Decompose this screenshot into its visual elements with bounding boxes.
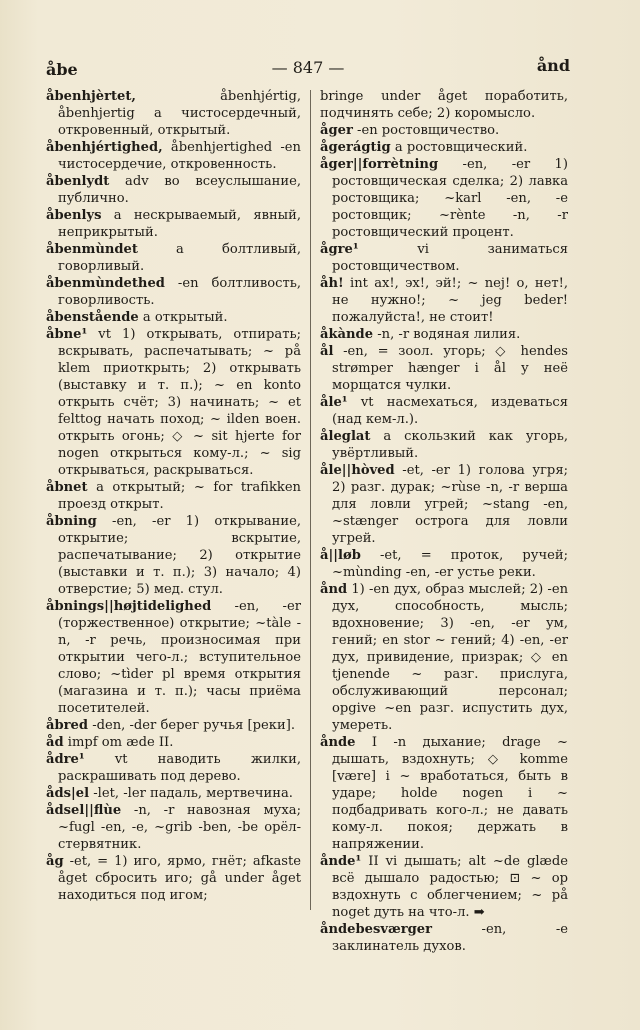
right-guide-word: ånd (536, 56, 570, 75)
right-column (320, 88, 568, 955)
page-header (46, 56, 570, 80)
entry: åle¹ vt насмехаться, издеваться (над кем-л.). (320, 395, 568, 427)
headword: åds|el (46, 786, 90, 801)
entry: åh! int ах!, эх!, эй!; ~ nej! о, нет!, не нужно!; ~ jeg beder! пожалуйста!, не стоит! (320, 276, 568, 325)
entry: åbnet a открытый; ~ for trafikken проезд открыт. (46, 480, 301, 512)
headword: åh! (320, 276, 344, 291)
headword: å||løb (320, 548, 361, 563)
entry: åbenlys a нескрываемый, явный, неприкрытый. (46, 208, 301, 240)
entry: ånd 1) -en дух, образ мыслей; 2) -en дух, способность, мысль; вдохновение; 3) -en, -er ум, гений; en stor ~ гений; 4) -en, -er дух, привидение, призрак; ◇ en tjenende ~ разг. прислуга, обслуживающий персонал; opgive ~en разг. испустить дух, умереть. (320, 582, 568, 733)
entry: åbenhjértighed, åbenhjertighed -en чистосердечие, откровенность. (46, 140, 301, 172)
headword: ådsel||flùe (46, 803, 122, 818)
headword: åbred (46, 718, 89, 733)
entry: åleglat a скользкий как угорь, увёртливый. (320, 429, 568, 461)
entry: åd impf om æde II. (46, 735, 174, 750)
entry: ådsel||flùe -n, -r навозная муха; ~fugl -en, -e, ~grib -ben, -be орёл-стервятник. (46, 803, 301, 852)
entry: ågre¹ vi заниматься ростовщичеством. (320, 242, 568, 274)
headword: åbenlys (46, 208, 102, 223)
headword: åbenmùndethed (46, 276, 165, 291)
headword: åbenhjèrtet, (46, 89, 136, 104)
entry: åger||forrètning -en, -er 1) ростовщическая сделка; 2) лавка ростовщика; ~karl -en, -e ростовщик; ~rènte -n, -r ростовщический процент. (320, 157, 568, 240)
left-column (46, 88, 301, 904)
headword: åd (46, 735, 64, 750)
headword: ånde¹ (320, 854, 362, 869)
headword: ål (320, 344, 334, 359)
headword: ånde (320, 735, 356, 750)
entry: ådre¹ vt наводить жилки, раскрашивать под дерево. (46, 752, 301, 784)
headword: åbenhjértighed, (46, 140, 163, 155)
headword: åbenmùndet (46, 242, 138, 257)
headword: åndebesværger (320, 922, 433, 937)
headword: åbnet (46, 480, 88, 495)
entry: åle||hòved -et, -er 1) голова угря; 2) разг. дурак; ~rùse -n, -r верша для ловли угрей; ~stang -en, ~stænger острога для ловли угрей. (320, 463, 568, 546)
entry: åbning -en, -er 1) открывание, открытие; вскрытие, распечатывание; 2) открытие (выставки и т. п.); 3) начало; 4) отверстие; 5) мед. стул. (46, 514, 301, 597)
headword: åger (320, 123, 353, 138)
entry: åbnings||højtidelighed -en, -er (торжественное) открытие; ~tàle -n, -r речь, произносимая при открытии чего-л.; вступительное слово; ~tìder pl время открытия (магазина и т. п.); часы приёма посетителей. (46, 599, 301, 716)
headword: åbning (46, 514, 97, 529)
headword: åger||forrètning (320, 157, 439, 172)
headword: åbenstående (46, 310, 139, 325)
headword: åbenlydt (46, 174, 110, 189)
entry: åbred -den, -der берег ручья [реки]. (46, 718, 295, 733)
headword: ågre¹ (320, 242, 359, 257)
headword: åleglat (320, 429, 371, 444)
entry: åger -en ростовщичество. (320, 123, 500, 138)
headword: åle||hòved (320, 463, 395, 478)
headword: ådre¹ (46, 752, 85, 767)
headword: åbnings||højtidelighed (46, 599, 212, 614)
page-number: — 847 — (271, 58, 345, 77)
headword: ågerágtig (320, 140, 391, 155)
headword: åkànde (320, 327, 374, 342)
entry: åbenmùndethed -en болтливость, говорливость. (46, 276, 301, 308)
headword: ånd (320, 582, 348, 597)
entry: åbenstående a открытый. (46, 310, 228, 325)
headword: åg (46, 854, 64, 869)
entry: ånde I -n дыхание; drage ~ дышать, вздохнуть; ◇ komme [være] i ~ вработаться, быть в ударе; holde nogen i ~ подбадривать кого-л.; не давать кому-л. покоя; держать в напряжении. (320, 735, 568, 852)
entry: åbenhjèrtet, åbenhjértig, åbenhjertig a чистосердечный, откровенный, открытый. (46, 89, 301, 138)
entry: ågerágtig a ростовщический. (320, 140, 528, 155)
headword: åbne¹ (46, 327, 88, 342)
entry: åds|el -let, -ler падаль, мертвечина. (46, 786, 293, 801)
entry: åbenmùndet a болтливый, говорливый. (46, 242, 301, 274)
headword: åle¹ (320, 395, 348, 410)
entry: ånde¹ II vi дышать; alt ~de glæde всё дышало радостью; ⊡ ~ op вздохнуть с облегчением; ~ på noget дуть на что-л. ➡ (320, 854, 568, 920)
left-guide-word: åbe (46, 60, 78, 79)
entry: åbne¹ vt 1) открывать, отпирать; вскрывать, распечатывать; ~ på klem приоткрыть; 2) открывать (выставку и т. п.); ~ en konto открыть счёт; 3) начинать; ~ et felttog начать поход; ~ ilden воен. открыть огонь; ◇ ~ sit hjerte for nogen открыться кому-л.; ~ sig открываться, раскрываться. (46, 327, 301, 478)
column-divider (310, 90, 311, 910)
entry: åndebesværger -en, -e заклинатель духов. (320, 922, 568, 954)
entry: å||løb -et, = проток, ручей; ~mùnding -en, -er устье реки. (320, 548, 568, 580)
entry: ål -en, = зоол. угорь; ◇ hendes strømper hænger i ål у неё морщатся чулки. (320, 344, 568, 393)
entry-continuation: bringe under åget поработить, подчинять себе; 2) коромысло. (320, 89, 568, 121)
entry: åkànde -n, -r водяная лилия. (320, 327, 521, 342)
entry: åg -et, = 1) иго, ярмо, гнёт; afkaste åget сбросить иго; gå under åget находиться под игом; (46, 854, 301, 903)
entry: åbenlydt adv во всеуслышание, публично. (46, 174, 301, 206)
